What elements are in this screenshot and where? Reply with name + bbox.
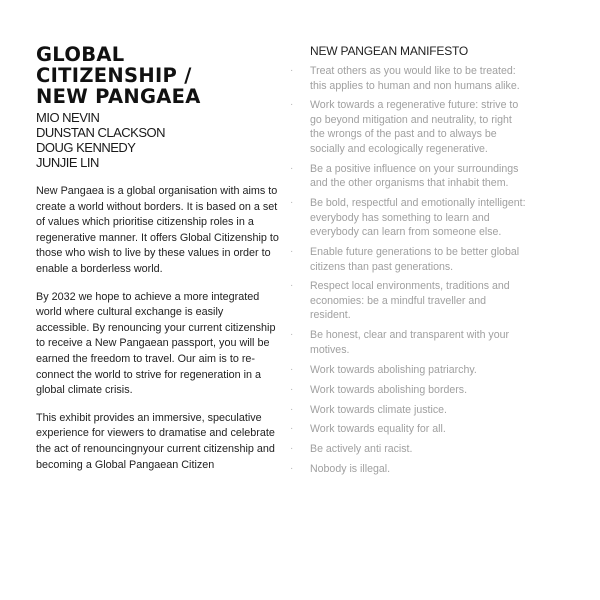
bullet-icon: · [290,197,294,209]
list-item [290,245,526,274]
author-list [36,110,279,170]
list-item-text: Be actively anti racist. [310,443,413,456]
list-item-text: Be a positive influence on your surroundings and the other organisms that inhabit them. [310,162,519,190]
list-item [290,162,526,191]
author-name: MIO NEVIN [36,110,100,125]
list-item [290,64,526,93]
bullet-icon: · [290,246,294,258]
bullet-icon: · [290,443,294,455]
bullet-icon: · [290,280,294,292]
bullet-icon: · [290,329,294,341]
right-column [290,44,526,482]
bullet-icon: · [290,363,294,375]
list-item [290,279,526,323]
list-item-text: Work towards a regenerative future: strive to go beyond mitigation and neutrality, to right the wrongs of the past and to always be socially and ecologically regenerative. [310,99,519,155]
list-item-text: Work towards climate justice. [310,403,447,416]
author-name: DOUG KENNEDY [36,140,136,155]
list-item [290,383,526,398]
title-line: GLOBAL [36,43,125,66]
list-item [290,442,526,457]
manifesto-list [290,64,526,477]
exhibit-paragraph: This exhibit provides an immersive, speculative experience for viewers to dramatise and celebrate the act of renouncingnyour current citizenship and becoming a Global Pangaean Citizen [36,411,275,471]
list-item-text: Work towards abolishing borders. [310,383,468,396]
list-item [290,462,526,477]
list-item-text: Work towards abolishing patriarchy. [310,363,477,376]
bullet-icon: · [290,403,294,415]
list-item [290,403,526,418]
title-line: NEW PANGAEA [36,85,201,108]
page-title [36,44,279,107]
manifesto-heading: NEW PANGEAN MANIFESTO [310,44,469,58]
bullet-icon: · [290,162,294,174]
list-item-text: Work towards equality for all. [310,423,446,436]
intro-paragraph: New Pangaea is a global organisation with aims to create a world without borders. It is based on a set of values which prioritise citizenship roles in a regenerative manner. It offers Global Citizenship to those who wish to live by these values in order to enable a borderless world. [36,185,279,275]
list-item-text: Enable future generations to be better global citizens than past generations. [310,246,520,273]
bullet-icon: · [290,99,294,111]
list-item-text: Be bold, respectful and emotionally intelligent: everybody has something to learn and everybody can learn from someone else. [310,197,526,239]
list-item [290,196,526,240]
author-name: DUNSTAN CLACKSON [36,125,166,140]
bullet-icon: · [290,65,294,76]
bullet-icon: · [290,383,294,395]
list-item [290,98,526,156]
list-item-text: Treat others as you would like to be treated: this applies to human and non humans alike. [310,65,520,92]
list-item-text: Be honest, clear and transparent with your motives. [310,329,510,356]
bullet-icon: · [290,423,294,435]
goal-paragraph: By 2032 we hope to achieve a more integrated world where cultural exchange is easily accessible. By renouncing your current citizenship to receive a New Pangaean passport, you will be earned the freedom to travel. Our aim is to re-connect the world to strive for regeneration in a global climate crisis. [36,290,276,397]
list-item [290,363,526,378]
left-column [36,44,279,473]
list-item-text: Nobody is illegal. [310,463,391,476]
author-name: JUNJIE LIN [36,155,99,170]
title-line: CITIZENSHIP / [36,64,192,87]
list-item [290,328,526,357]
bullet-icon: · [290,463,294,475]
list-item [290,422,526,437]
list-item-text: Respect local environments, traditions and economies: be a mindful traveller and resident. [310,280,510,322]
